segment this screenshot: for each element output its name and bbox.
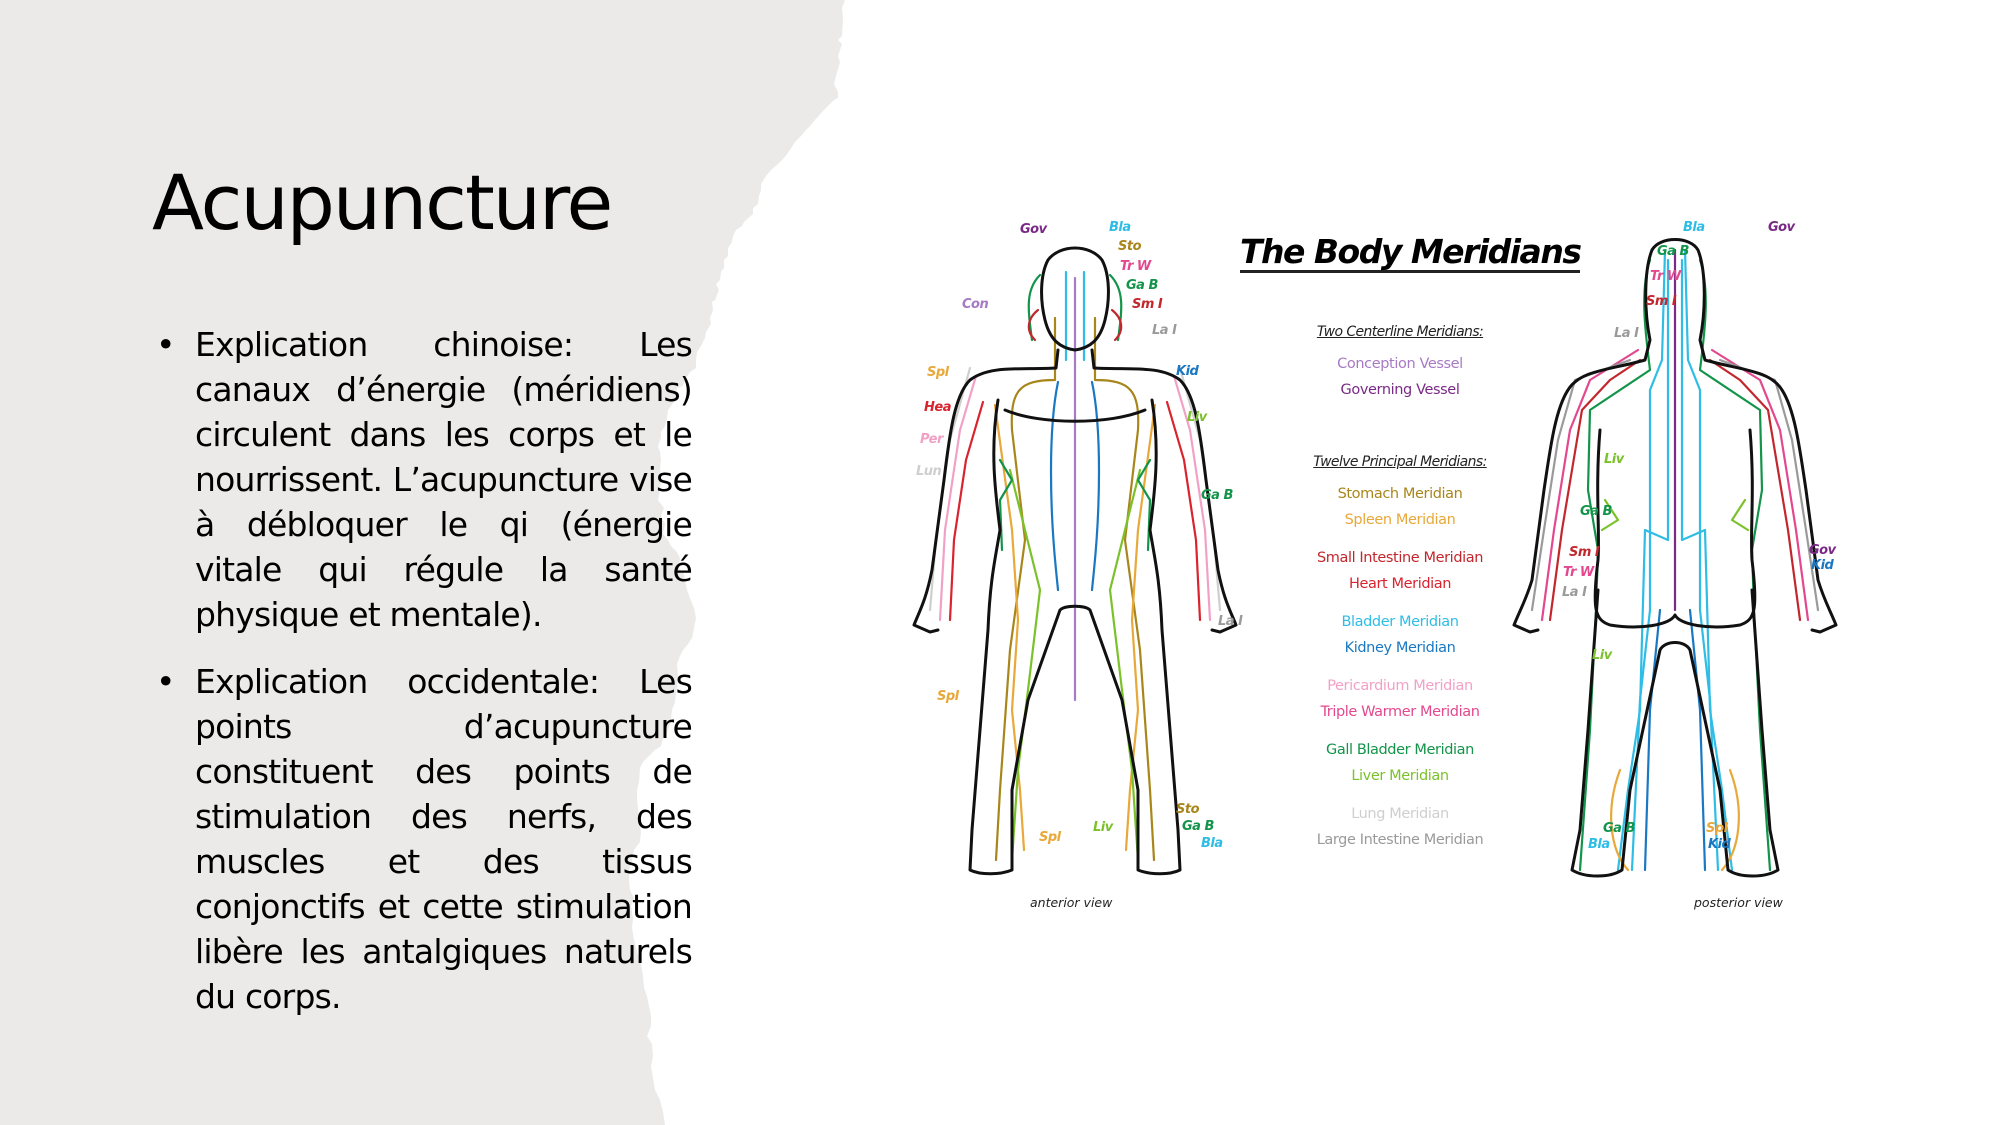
meridian-label: Ga B — [1580, 504, 1612, 519]
meridian-label: La I — [1152, 323, 1177, 338]
meridian-label: Spl — [927, 365, 949, 380]
meridian-label: Liv — [1187, 410, 1207, 425]
legend-conception-vessel: Conception Vessel — [1337, 356, 1463, 372]
legend-gall-bladder: Gall Bladder Meridian — [1326, 742, 1474, 758]
meridian-label: Liv — [1093, 820, 1113, 835]
meridian-label: Hea — [924, 400, 951, 415]
meridian-label: La I — [1614, 326, 1639, 341]
legend-stomach: Stomach Meridian — [1337, 486, 1463, 502]
slide-title: Acupuncture — [152, 158, 612, 247]
meridian-label: Sm I — [1646, 294, 1677, 309]
meridian-label: Bla — [1109, 220, 1131, 235]
bullet-chinese-explanation — [152, 322, 692, 637]
meridian-label: Con — [962, 297, 989, 312]
meridian-label: Bla — [1588, 837, 1610, 852]
principal-heading: Twelve Principal Meridians: — [1313, 454, 1487, 470]
meridian-label: Sm I — [1569, 545, 1600, 560]
meridian-figure — [900, 220, 1930, 920]
meridian-label: Bla — [1201, 836, 1223, 851]
meridian-label: Ga B — [1182, 819, 1214, 834]
meridian-label: Spl — [1039, 830, 1061, 845]
legend-governing-vessel: Governing Vessel — [1340, 381, 1460, 398]
legend-small-intestine: Small Intestine Meridian — [1316, 550, 1484, 566]
meridian-legend — [1230, 320, 1570, 866]
legend-bladder: Bladder Meridian — [1341, 614, 1459, 630]
legend-kidney: Kidney Meridian — [1344, 639, 1456, 656]
meridian-label: Spl — [1706, 821, 1728, 836]
meridian-label: Kid — [1708, 837, 1731, 852]
legend-heart: Heart Meridian — [1348, 575, 1452, 592]
meridian-label: Gov — [1768, 220, 1795, 235]
anterior-view-caption: anterior view — [1030, 895, 1113, 910]
legend-spleen: Spleen Meridian — [1344, 511, 1456, 528]
posterior-view-caption: posterior view — [1694, 895, 1783, 910]
meridian-label: La I — [1562, 585, 1587, 600]
meridian-label: La I — [1218, 614, 1243, 629]
meridian-label: Ga B — [1603, 821, 1635, 836]
meridian-label: Kid — [1176, 364, 1199, 379]
meridian-label: Spl — [937, 689, 959, 704]
meridian-label: Kid — [1811, 558, 1834, 573]
meridian-label: Sm I — [1132, 297, 1163, 312]
bullet-text: Explication occidentale: Les points d’acupuncture constituent des points de stimulation des nerfs, des muscles et des tissus conjonctifs et cette stimulation libère les antalgiques naturels du corps. — [195, 662, 692, 1016]
meridian-label: Ga B — [1201, 488, 1233, 503]
meridian-label: Ga B — [1126, 278, 1158, 293]
meridian-label: Gov — [1809, 543, 1836, 558]
bullet-western-explanation — [152, 659, 692, 1019]
centerline-heading: Two Centerline Meridians: — [1316, 324, 1484, 340]
legend-pericardium: Pericardium Meridian — [1327, 678, 1473, 694]
meridian-label: Tr W — [1120, 259, 1151, 274]
meridian-label: Per — [920, 432, 943, 447]
meridian-label: Ga B — [1657, 244, 1689, 259]
figure-title: The Body Meridians — [1240, 232, 1581, 271]
legend-lung: Lung Meridian — [1351, 806, 1449, 822]
meridian-label: Lun — [916, 464, 942, 479]
legend-triple-warmer: Triple Warmer Meridian — [1320, 703, 1480, 720]
meridian-label: Sto — [1118, 239, 1142, 254]
anterior-body-figure — [914, 248, 1236, 874]
meridian-label: Liv — [1592, 648, 1612, 663]
meridian-label: Bla — [1683, 220, 1705, 235]
bullet-icon: • — [156, 662, 175, 701]
meridian-label: Liv — [1604, 452, 1624, 467]
bullet-icon: • — [156, 325, 175, 364]
meridian-label: Tr W — [1563, 565, 1594, 580]
bullet-list — [152, 322, 692, 1041]
meridian-label: Sto — [1176, 802, 1200, 817]
legend-liver: Liver Meridian — [1351, 767, 1449, 784]
meridian-label: Tr W — [1650, 269, 1681, 284]
legend-large-intestine: Large Intestine Meridian — [1316, 831, 1484, 848]
meridian-label: Gov — [1020, 222, 1047, 237]
bullet-text: Explication chinoise: Les canaux d’énergie (méridiens) circulent dans les corps et le nourrissent. L’acupuncture vise à débloquer le qi (énergie vitale qui régule la santé physique et mentale). — [195, 325, 692, 634]
